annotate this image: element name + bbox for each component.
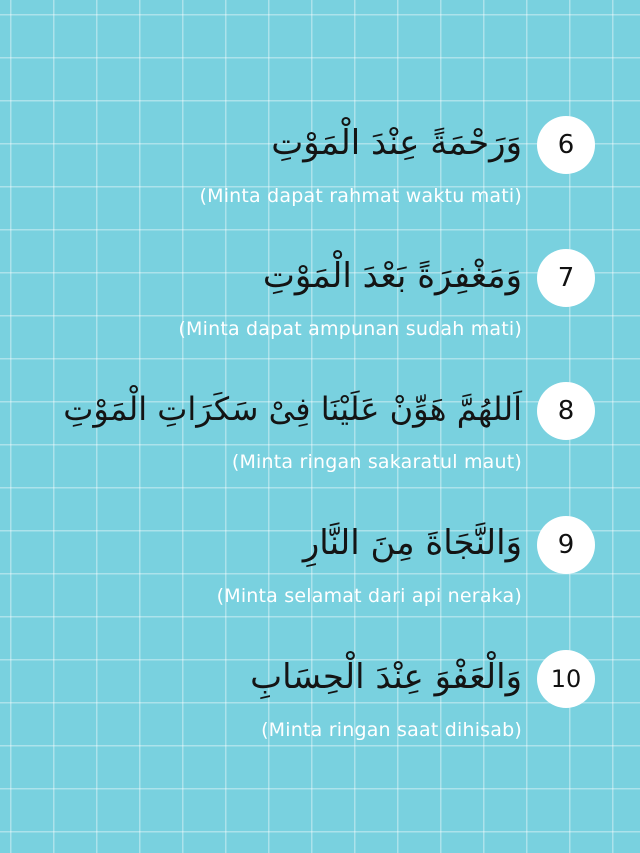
arabic-text: وَالنَّجَاةَ مِنَ النَّارِ <box>302 523 522 563</box>
translation-text: (Minta dapat rahmat waktu mati) <box>199 185 522 207</box>
translation-text: (Minta ringan sakaratul maut) <box>231 451 522 473</box>
prayer-item <box>0 243 640 353</box>
arabic-text: وَالْعَفْوَ عِنْدَ الْحِسَابِ <box>250 657 522 697</box>
prayer-item <box>0 510 640 620</box>
translation-text: (Minta selamat dari api neraka) <box>216 585 522 607</box>
number-badge: 7 <box>537 249 595 307</box>
arabic-text: وَرَحْمَةً عِنْدَ الْمَوْتِ <box>271 123 522 163</box>
arabic-text: وَمَغْفِرَةً بَعْدَ الْمَوْتِ <box>262 256 522 296</box>
translation-text: (Minta dapat ampunan sudah mati) <box>178 318 522 340</box>
arabic-text: اَللهُمَّ هَوِّنْ عَلَيْنَا فِىْ سَكَرَاتِ الْمَوْتِ <box>63 390 522 428</box>
prayer-item <box>0 110 640 220</box>
number-badge: 8 <box>537 382 595 440</box>
prayer-item <box>0 644 640 754</box>
number-badge: 6 <box>537 116 595 174</box>
number-badge: 10 <box>537 650 595 708</box>
translation-text: (Minta ringan saat dihisab) <box>261 719 522 741</box>
number-badge: 9 <box>537 516 595 574</box>
prayer-item <box>0 376 640 486</box>
